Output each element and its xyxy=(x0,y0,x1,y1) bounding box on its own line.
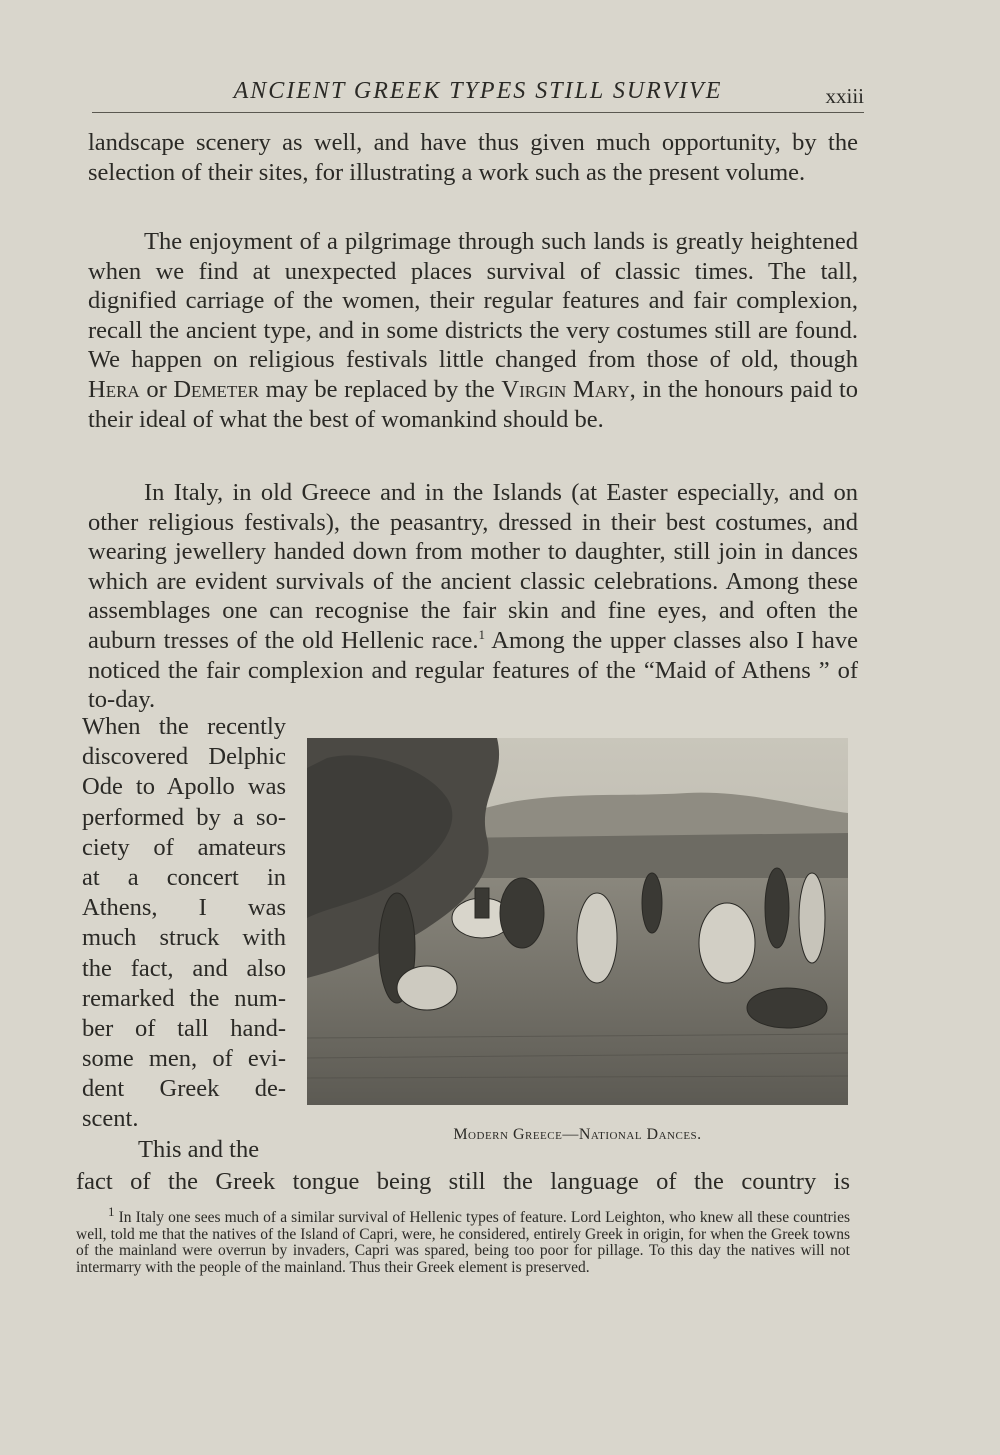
footnote-text: In Italy one sees much of a similar survival of Hellenic types of feature. Lord Leighton, who knew all these countries well, told me that the natives of the Island of Capri, were, he considered, entirely Greek in origin, for when the Greek towns of the mainland were overrun by invaders, Capri was spared, being too poor for pillage. To this day the natives will not intermarry with the people of the mainland. Thus their Greek element is preserved. xyxy=(76,1209,851,1276)
name-demeter: Demeter xyxy=(173,375,260,403)
narrow-line: This and the xyxy=(138,1135,260,1163)
footnote-marker: 1 xyxy=(108,1203,115,1219)
name-hera: Hera xyxy=(88,375,140,403)
paragraph-2-text-c: , in the honours paid to their ideal of what the best of womankind should be. xyxy=(88,375,858,433)
narrow-line: Ode to Apollo was xyxy=(82,773,286,801)
narrow-line: When the recently xyxy=(82,713,286,740)
footnote xyxy=(76,1203,851,1276)
narrow-line: ber of tall hand- xyxy=(82,1014,286,1042)
figure-caption: Modern Greece—National Dances. xyxy=(453,1126,702,1143)
running-title: ANCIENT GREEK TYPES STILL SURVIVE xyxy=(233,78,723,104)
paragraph-3 xyxy=(88,478,858,715)
narrow-line: at a concert in xyxy=(82,863,286,891)
paragraph-2-or: or xyxy=(139,375,174,403)
paragraph-2-text-b: may be replaced by the xyxy=(259,375,502,403)
paragraph-2 xyxy=(88,227,858,434)
paragraph-3-text-after: Among the upper classes also I have noticed the fair complexion and regular features of the “Maid of Athens ” of to-day. xyxy=(88,626,858,714)
narrow-line: remarked the num- xyxy=(82,984,286,1012)
page-header xyxy=(92,76,864,113)
name-virgin-mary: Virgin Mary xyxy=(501,375,630,403)
narrow-line: dent Greek de- xyxy=(82,1075,286,1103)
narrow-line: scent. xyxy=(82,1105,139,1133)
narrow-line: ciety of amateurs xyxy=(82,833,286,861)
narrow-column-text xyxy=(82,712,286,1165)
narrow-line: discovered Delphic xyxy=(82,743,286,771)
footnote-reference[interactable]: 1 xyxy=(478,626,486,642)
dance-scene-illustration xyxy=(307,738,848,1105)
paragraph-1: landscape scenery as well, and have thus given much opportunity, by the selection of their sites, for illustrating a work such as the present volume. xyxy=(88,129,858,186)
paragraph-4: fact of the Greek tongue being still the language of the country is xyxy=(76,1168,850,1195)
narrow-line: performed by a so- xyxy=(82,803,286,831)
page-number: xxiii xyxy=(825,84,864,108)
illustration-national-dances xyxy=(307,738,848,1105)
narrow-line: Athens, I was xyxy=(82,894,286,922)
narrow-line: the fact, and also xyxy=(82,954,286,982)
paragraph-2-text-a: The enjoyment of a pilgrimage through such lands is greatly heightened when we find at unexpected places survival of classic times. The tall, dignified carriage of the women, their regular features and fair complexion, recall the ancient type, and in some districts the very costumes still are found. We happen on religious festivals little changed from those of old, though xyxy=(88,228,858,374)
narrow-line: much struck with xyxy=(82,924,286,952)
narrow-line: some men, of evi- xyxy=(82,1045,286,1073)
paragraph-3-text: In Italy, in old Greece and in the Islands (at Easter especially, and on other religious festivals), the peasantry, dressed in their best costumes, and wearing jewellery handed down from mother to daughter, still join in dances which are evident survivals of the ancient classic celebrations. Among these assemblages one can recognise the fair skin and fine eyes, and often the auburn tresses of the old Hellenic race. xyxy=(88,479,858,654)
